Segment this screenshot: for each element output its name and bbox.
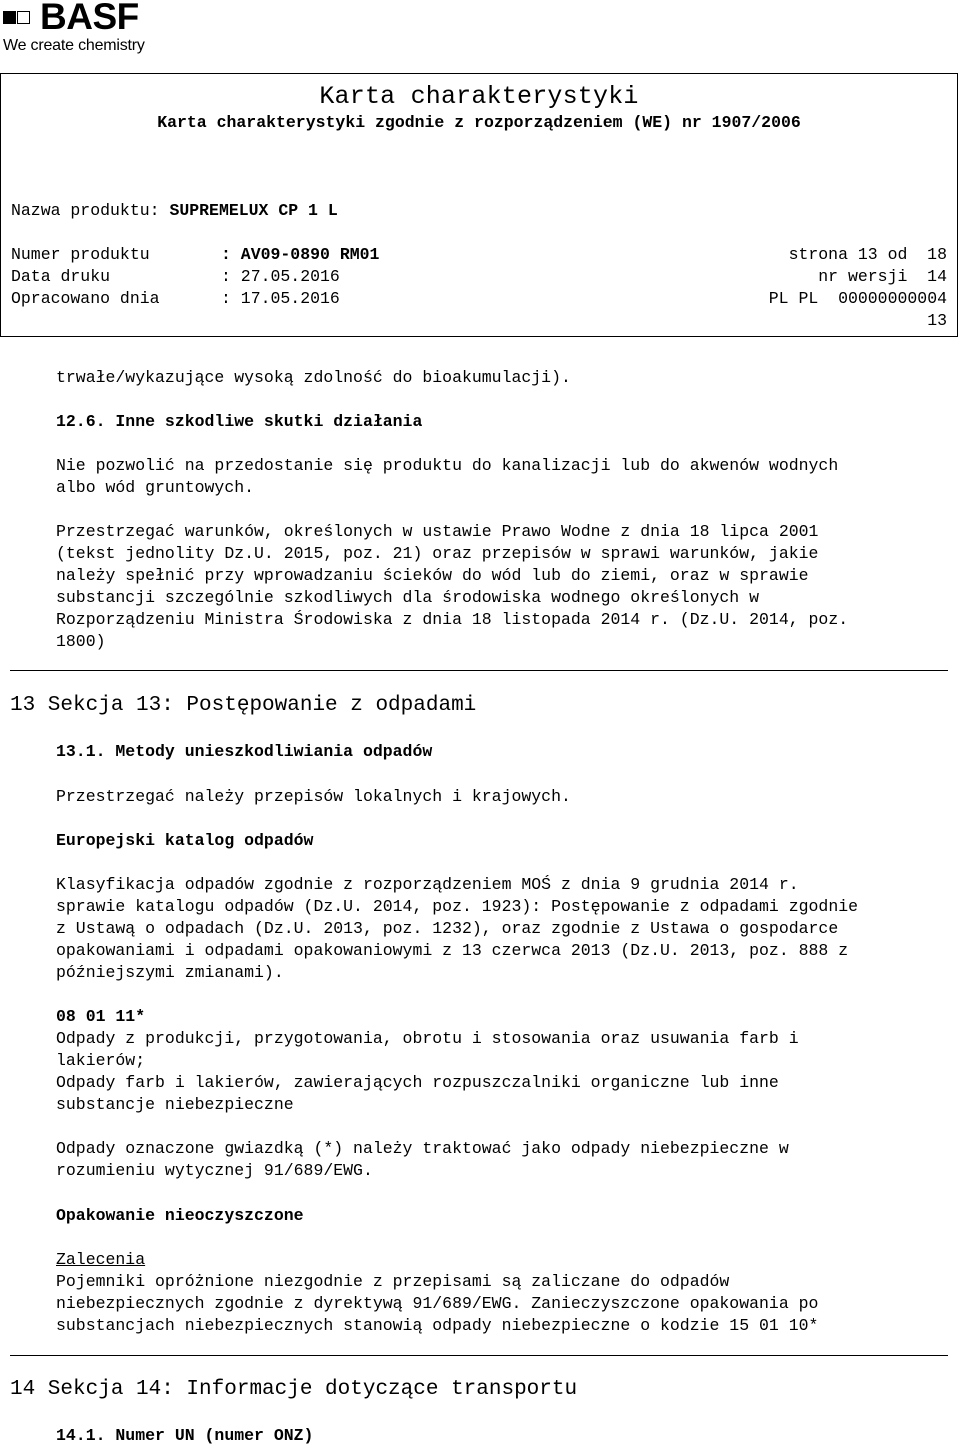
paragraph-line: niebezpiecznych zgodnie z dyrektywą 91/689/EWG. Zanieczyszczone opakowania po: [56, 1294, 819, 1313]
print-date-value: : 27.05.2016: [221, 267, 340, 286]
doc-code-suffix: 13: [927, 311, 947, 330]
paragraph-line: rozumieniu wytycznej 91/689/EWG.: [56, 1161, 373, 1180]
document-header: [0, 73, 958, 337]
paragraph-line: substancje niebezpieczne: [56, 1095, 294, 1114]
brand-logo: [3, 2, 145, 55]
paragraph-line: Przestrzegać należy przepisów lokalnych i krajowych.: [56, 787, 571, 806]
paragraph-line: substancjach niebezpiecznych stanowią odpady niebezpieczne o kodzie 15 01 10*: [56, 1316, 819, 1335]
page-info: strona 13 od 18: [788, 245, 947, 264]
waste-code: 08 01 11*: [56, 1007, 146, 1026]
logo-squares-icon: [3, 11, 32, 24]
product-name-label: Nazwa produktu:: [11, 201, 160, 220]
product-number-label: Numer produktu: [11, 245, 150, 264]
print-date-label: Data druku: [11, 267, 111, 286]
packaging-heading: Opakowanie nieoczyszczone: [56, 1206, 304, 1225]
paragraph-line: Odpady oznaczone gwiazdką (*) należy traktować jako odpady niebezpieczne w: [56, 1139, 789, 1158]
document-subtitle: Karta charakterystyki zgodnie z rozporządzeniem (WE) nr 1907/2006: [157, 113, 801, 132]
section-divider: [10, 670, 948, 671]
paragraph-line: Klasyfikacja odpadów zgodnie z rozporządzeniem MOŚ z dnia 9 grudnia 2014 r.: [56, 875, 799, 894]
catalog-heading: Europejski katalog odpadów: [56, 831, 314, 850]
brand-name: BASF: [40, 0, 139, 37]
paragraph-line: trwałe/wykazujące wysoką zdolność do bioakumulacji).: [56, 368, 571, 387]
brand-tagline: We create chemistry: [3, 37, 145, 54]
section-13-heading: 13 Sekcja 13: Postępowanie z odpadami: [10, 694, 477, 717]
version-info: nr wersji 14: [818, 267, 947, 286]
paragraph-line: 1800): [56, 632, 106, 651]
paragraph-line: Rozporządzeniu Ministra Środowiska z dnia 18 listopada 2014 r. (Dz.U. 2014, poz.: [56, 610, 849, 629]
paragraph-line: Pojemniki opróżnione niezgodnie z przepisami są zaliczane do odpadów: [56, 1272, 730, 1291]
paragraph-line: należy spełnić przy wprowadzaniu ścieków do wód lub do ziemi, oraz w sprawie: [56, 566, 809, 585]
doc-code: PL PL 00000000004: [768, 289, 947, 308]
document-title: Karta charakterystyki: [319, 82, 639, 111]
recommendations-label: Zalecenia: [56, 1250, 146, 1269]
paragraph-line: Nie pozwolić na przedostanie się produktu do kanalizacji lub do akwenów wodnych: [56, 456, 839, 475]
product-name-row: [11, 201, 338, 220]
paragraph-line: Odpady farb i lakierów, zawierających rozpuszczalniki organiczne lub inne: [56, 1073, 779, 1092]
prepared-value: : 17.05.2016: [221, 289, 340, 308]
product-number-value: : AV09-0890 RM01: [221, 245, 380, 264]
section-13-1-heading: 13.1. Metody unieszkodliwiania odpadów: [56, 742, 433, 761]
paragraph-line: opakowaniami i odpadami opakowaniowymi z 13 czerwca 2013 (Dz.U. 2013, poz. 888 z: [56, 941, 849, 960]
prepared-label: Opracowano dnia: [11, 289, 160, 308]
section-divider: [10, 1355, 948, 1356]
paragraph-line: Przestrzegać warunków, określonych w ustawie Prawo Wodne z dnia 18 lipca 2001: [56, 522, 819, 541]
section-12-6-heading: 12.6. Inne szkodliwe skutki działania: [56, 412, 423, 431]
section-14-1-heading: 14.1. Numer UN (numer ONZ): [56, 1426, 314, 1445]
paragraph-line: substancji szczególnie szkodliwych dla środowiska wodnego określonych w: [56, 588, 760, 607]
paragraph-line: z Ustawą o odpadach (Dz.U. 2013, poz. 1232), oraz zgodnie z Ustawa o gospodarce: [56, 919, 839, 938]
product-name-value: SUPREMELUX CP 1 L: [169, 201, 338, 220]
section-14-heading: 14 Sekcja 14: Informacje dotyczące transportu: [10, 1378, 578, 1401]
paragraph-line: sprawie katalogu odpadów (Dz.U. 2014, poz. 1923): Postępowanie z odpadami zgodnie: [56, 897, 859, 916]
basf-logo-mark: [3, 0, 145, 37]
paragraph-line: Odpady z produkcji, przygotowania, obrotu i stosowania oraz usuwania farb i: [56, 1029, 799, 1048]
paragraph-line: lakierów;: [56, 1051, 146, 1070]
paragraph-line: albo wód gruntowych.: [56, 478, 255, 497]
paragraph-line: (tekst jednolity Dz.U. 2015, poz. 21) oraz przepisów w sprawi warunków, jakie: [56, 544, 819, 563]
paragraph-line: późniejszymi zmianami).: [56, 963, 284, 982]
